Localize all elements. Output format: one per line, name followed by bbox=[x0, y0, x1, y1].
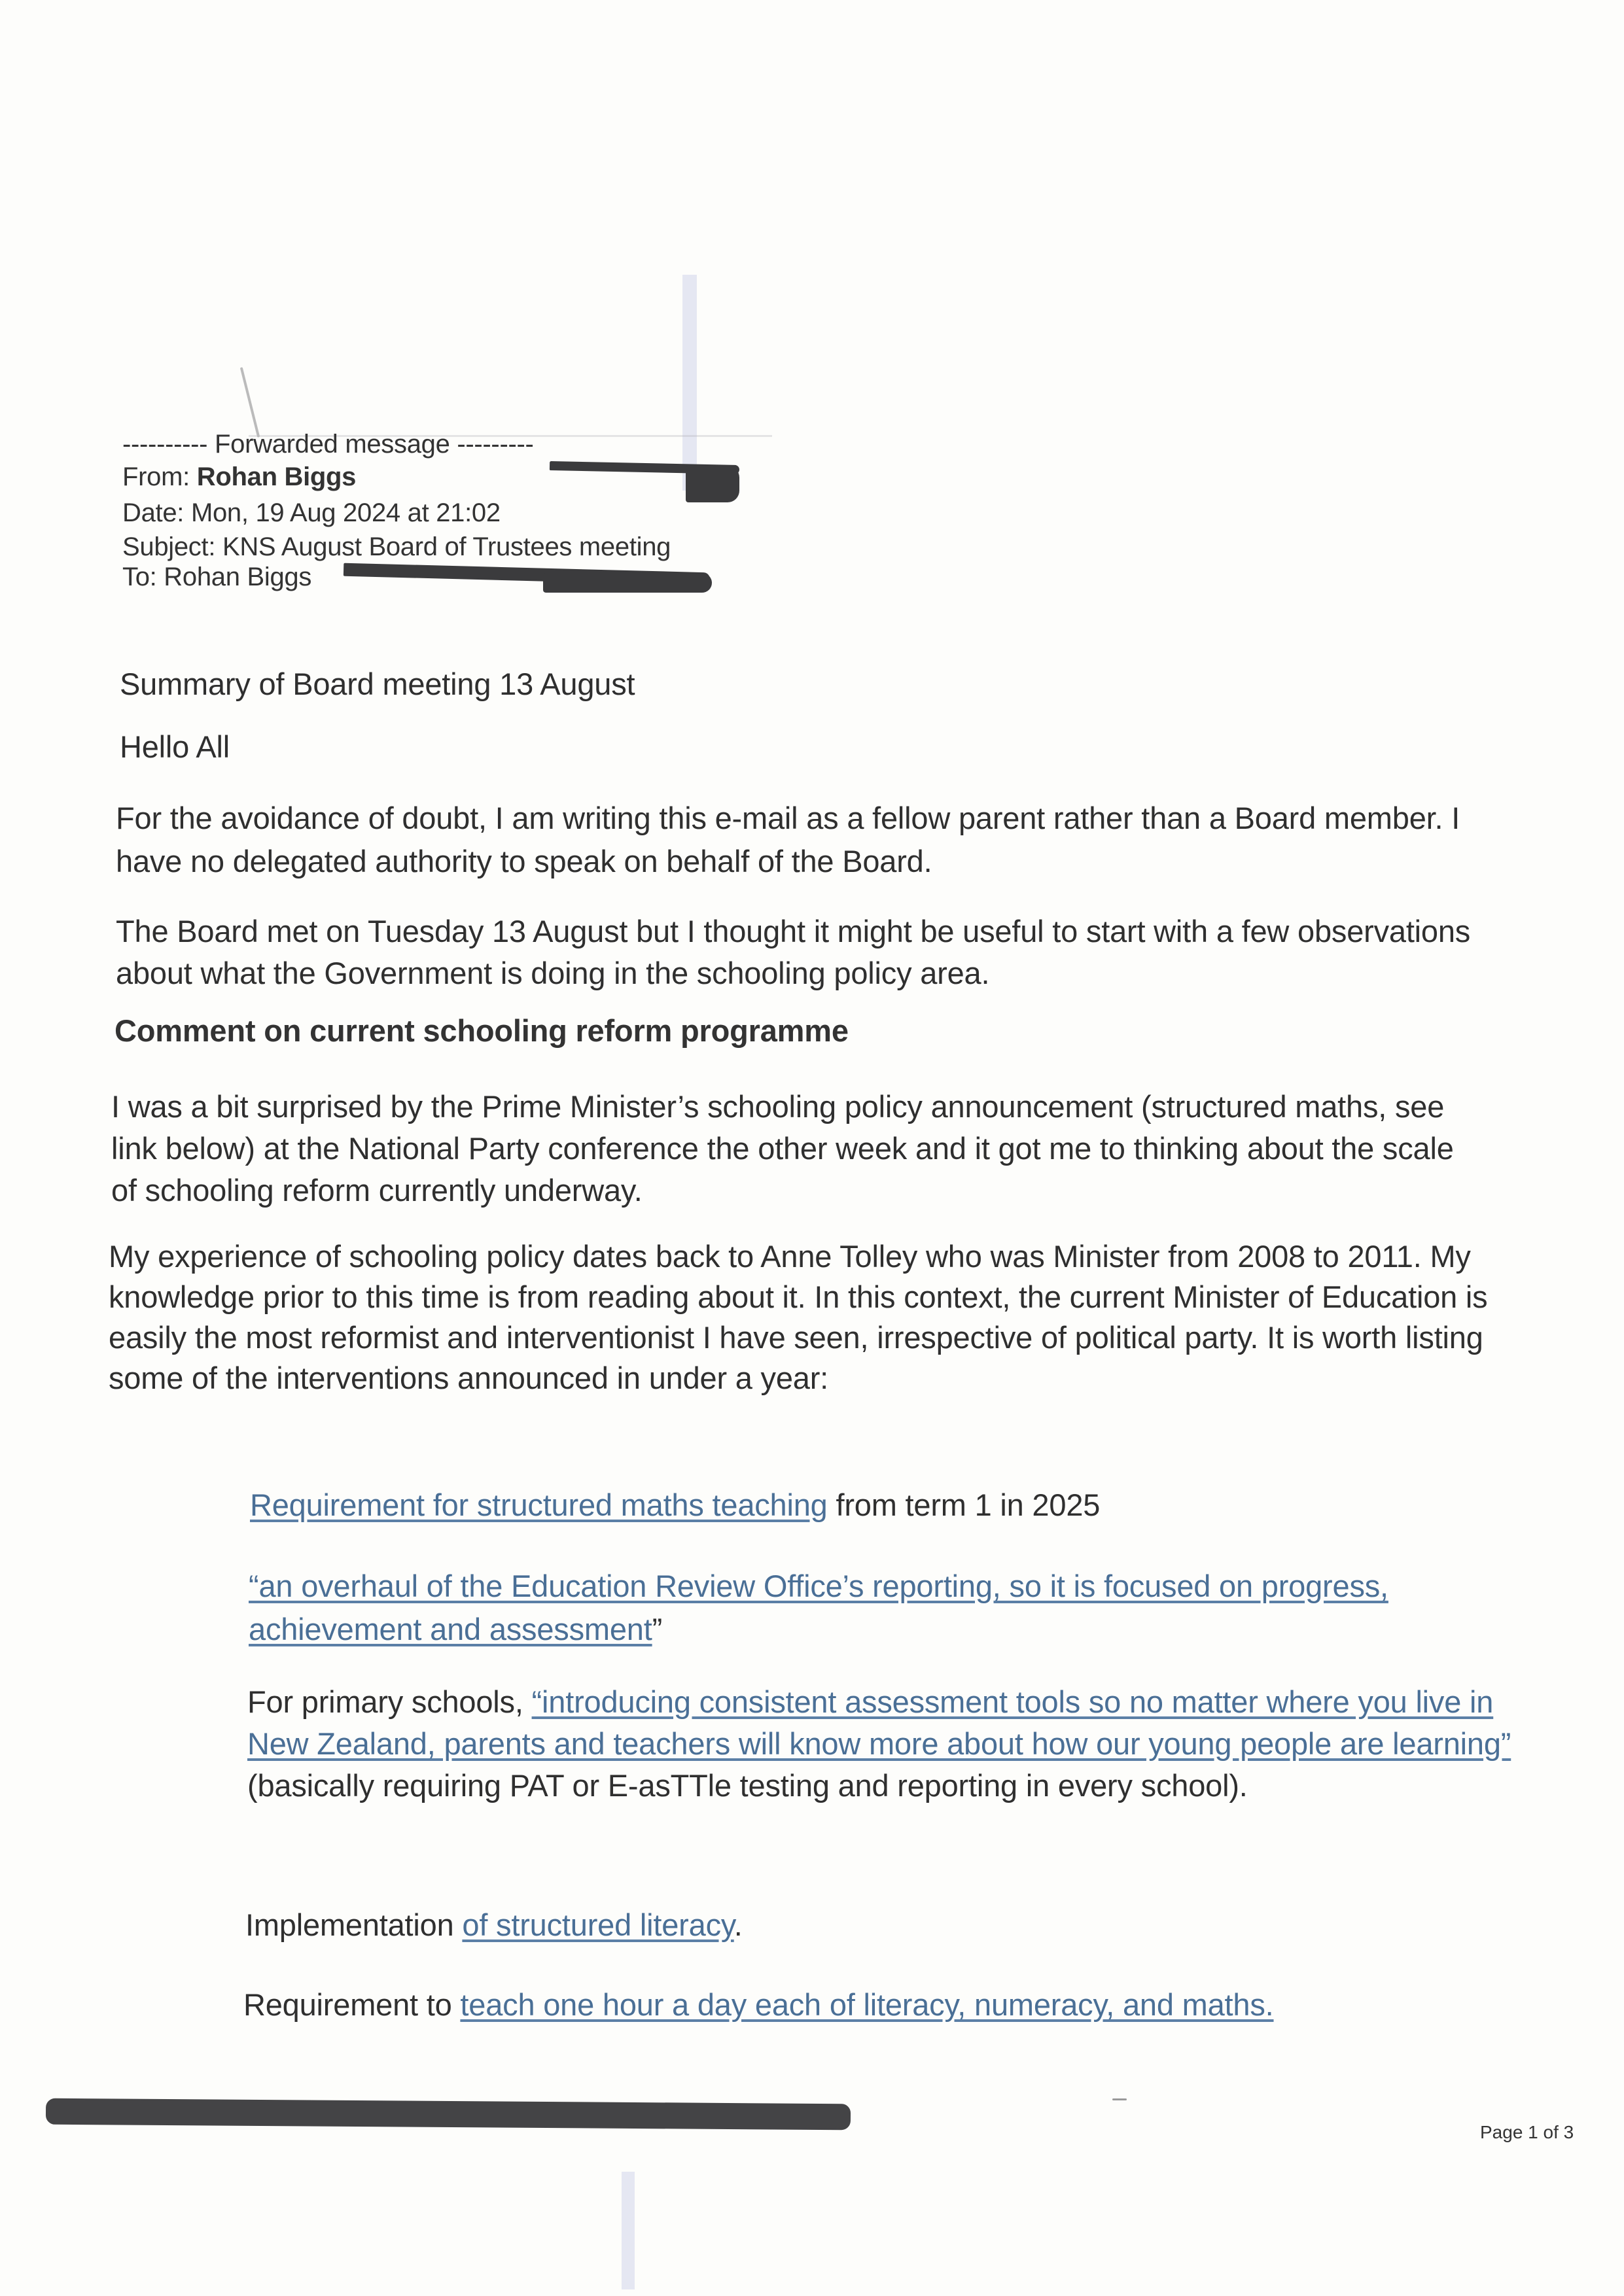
scan-mark bbox=[240, 367, 260, 438]
forward-separator-text: ---------- Forwarded message --------- bbox=[122, 430, 534, 459]
intervention-item bbox=[243, 1985, 1552, 2025]
subject-value: KNS August Board of Trustees meeting bbox=[222, 532, 671, 561]
redacted-footer-url bbox=[46, 2098, 851, 2131]
subject-label: Subject: bbox=[122, 532, 216, 561]
paragraph-experience: My experience of schooling policy dates back to Anne Tolley who was Minister from 2008 to 2011. My knowledge prior to this time is from reading about it. In this context, the current Minister of Education is easily the most reformist and interventionist I have seen, irrespective of political party. It is worth listing some of the interventions announced in under a year: bbox=[109, 1239, 1488, 1395]
redacted-from-email bbox=[686, 466, 739, 502]
to-name: Rohan Biggs bbox=[164, 563, 312, 591]
structured-literacy-link[interactable]: of structured literacy bbox=[462, 1907, 734, 1942]
fold-mark bbox=[622, 2172, 635, 2289]
intervention-item bbox=[247, 1681, 1556, 1807]
subject-line bbox=[122, 531, 671, 563]
from-label: From: bbox=[122, 462, 190, 491]
assessment-tools-link[interactable]: “introducing consistent assessment tools so no matter where you live in New Zealand, parents and teachers will know more about how our young people are learning” bbox=[247, 1684, 1511, 1761]
intervention-item bbox=[250, 1485, 1493, 1525]
ero-reporting-link[interactable]: “an overhaul of the Education Review Office’s reporting, so it is focused on progress, achievement and assessment bbox=[249, 1569, 1388, 1646]
one-hour-a-day-link[interactable]: teach one hour a day each of literacy, numeracy, and maths. bbox=[460, 1987, 1274, 2022]
paragraph-context: The Board met on Tuesday 13 August but I thought it might be useful to start with a few observations about what the Government is doing in the schooling policy area. bbox=[116, 914, 1471, 990]
intervention-suffix: (basically requiring PAT or E-asTTle testing and reporting in every school). bbox=[247, 1768, 1248, 1803]
date-label: Date: bbox=[122, 498, 185, 527]
intervention-prefix: For primary schools, bbox=[247, 1684, 532, 1719]
page-indicator: Page 1 of 3 bbox=[1480, 2122, 1574, 2142]
intervention-suffix: ” bbox=[652, 1612, 663, 1646]
intervention-prefix: Requirement to bbox=[243, 1987, 461, 2022]
forward-separator bbox=[122, 428, 534, 460]
to-line bbox=[122, 561, 311, 593]
intervention-item bbox=[245, 1905, 1489, 1945]
from-line bbox=[122, 461, 356, 493]
paragraph-announcement: I was a bit surprised by the Prime Minister’s schooling policy announcement (structured maths, see link below) at the National Party conference the other week and it got me to thinking about the scale of schooling reform currently underway. bbox=[111, 1089, 1454, 1208]
intervention-item bbox=[249, 1565, 1459, 1651]
paragraph-disclaimer: For the avoidance of doubt, I am writing this e-mail as a fellow parent rather than a Board member. I have no delegated authority to speak on behalf of the Board. bbox=[116, 801, 1460, 878]
redacted-to-email bbox=[543, 573, 712, 593]
fold-mark bbox=[682, 275, 697, 491]
section-heading: Comment on current schooling reform programme bbox=[115, 1013, 849, 1048]
from-name: Rohan Biggs bbox=[196, 462, 357, 491]
structured-maths-link[interactable]: Requirement for structured maths teaching bbox=[250, 1487, 828, 1522]
date-value: Mon, 19 Aug 2024 at 21:02 bbox=[190, 498, 501, 527]
intervention-suffix: . bbox=[733, 1907, 743, 1942]
scan-mark bbox=[1112, 2098, 1127, 2100]
to-label: To: bbox=[122, 563, 157, 591]
date-line bbox=[122, 497, 501, 529]
greeting: Hello All bbox=[120, 729, 230, 764]
summary-title: Summary of Board meeting 13 August bbox=[120, 667, 635, 701]
intervention-prefix: Implementation bbox=[245, 1907, 463, 1942]
intervention-suffix: from term 1 in 2025 bbox=[827, 1487, 1101, 1522]
